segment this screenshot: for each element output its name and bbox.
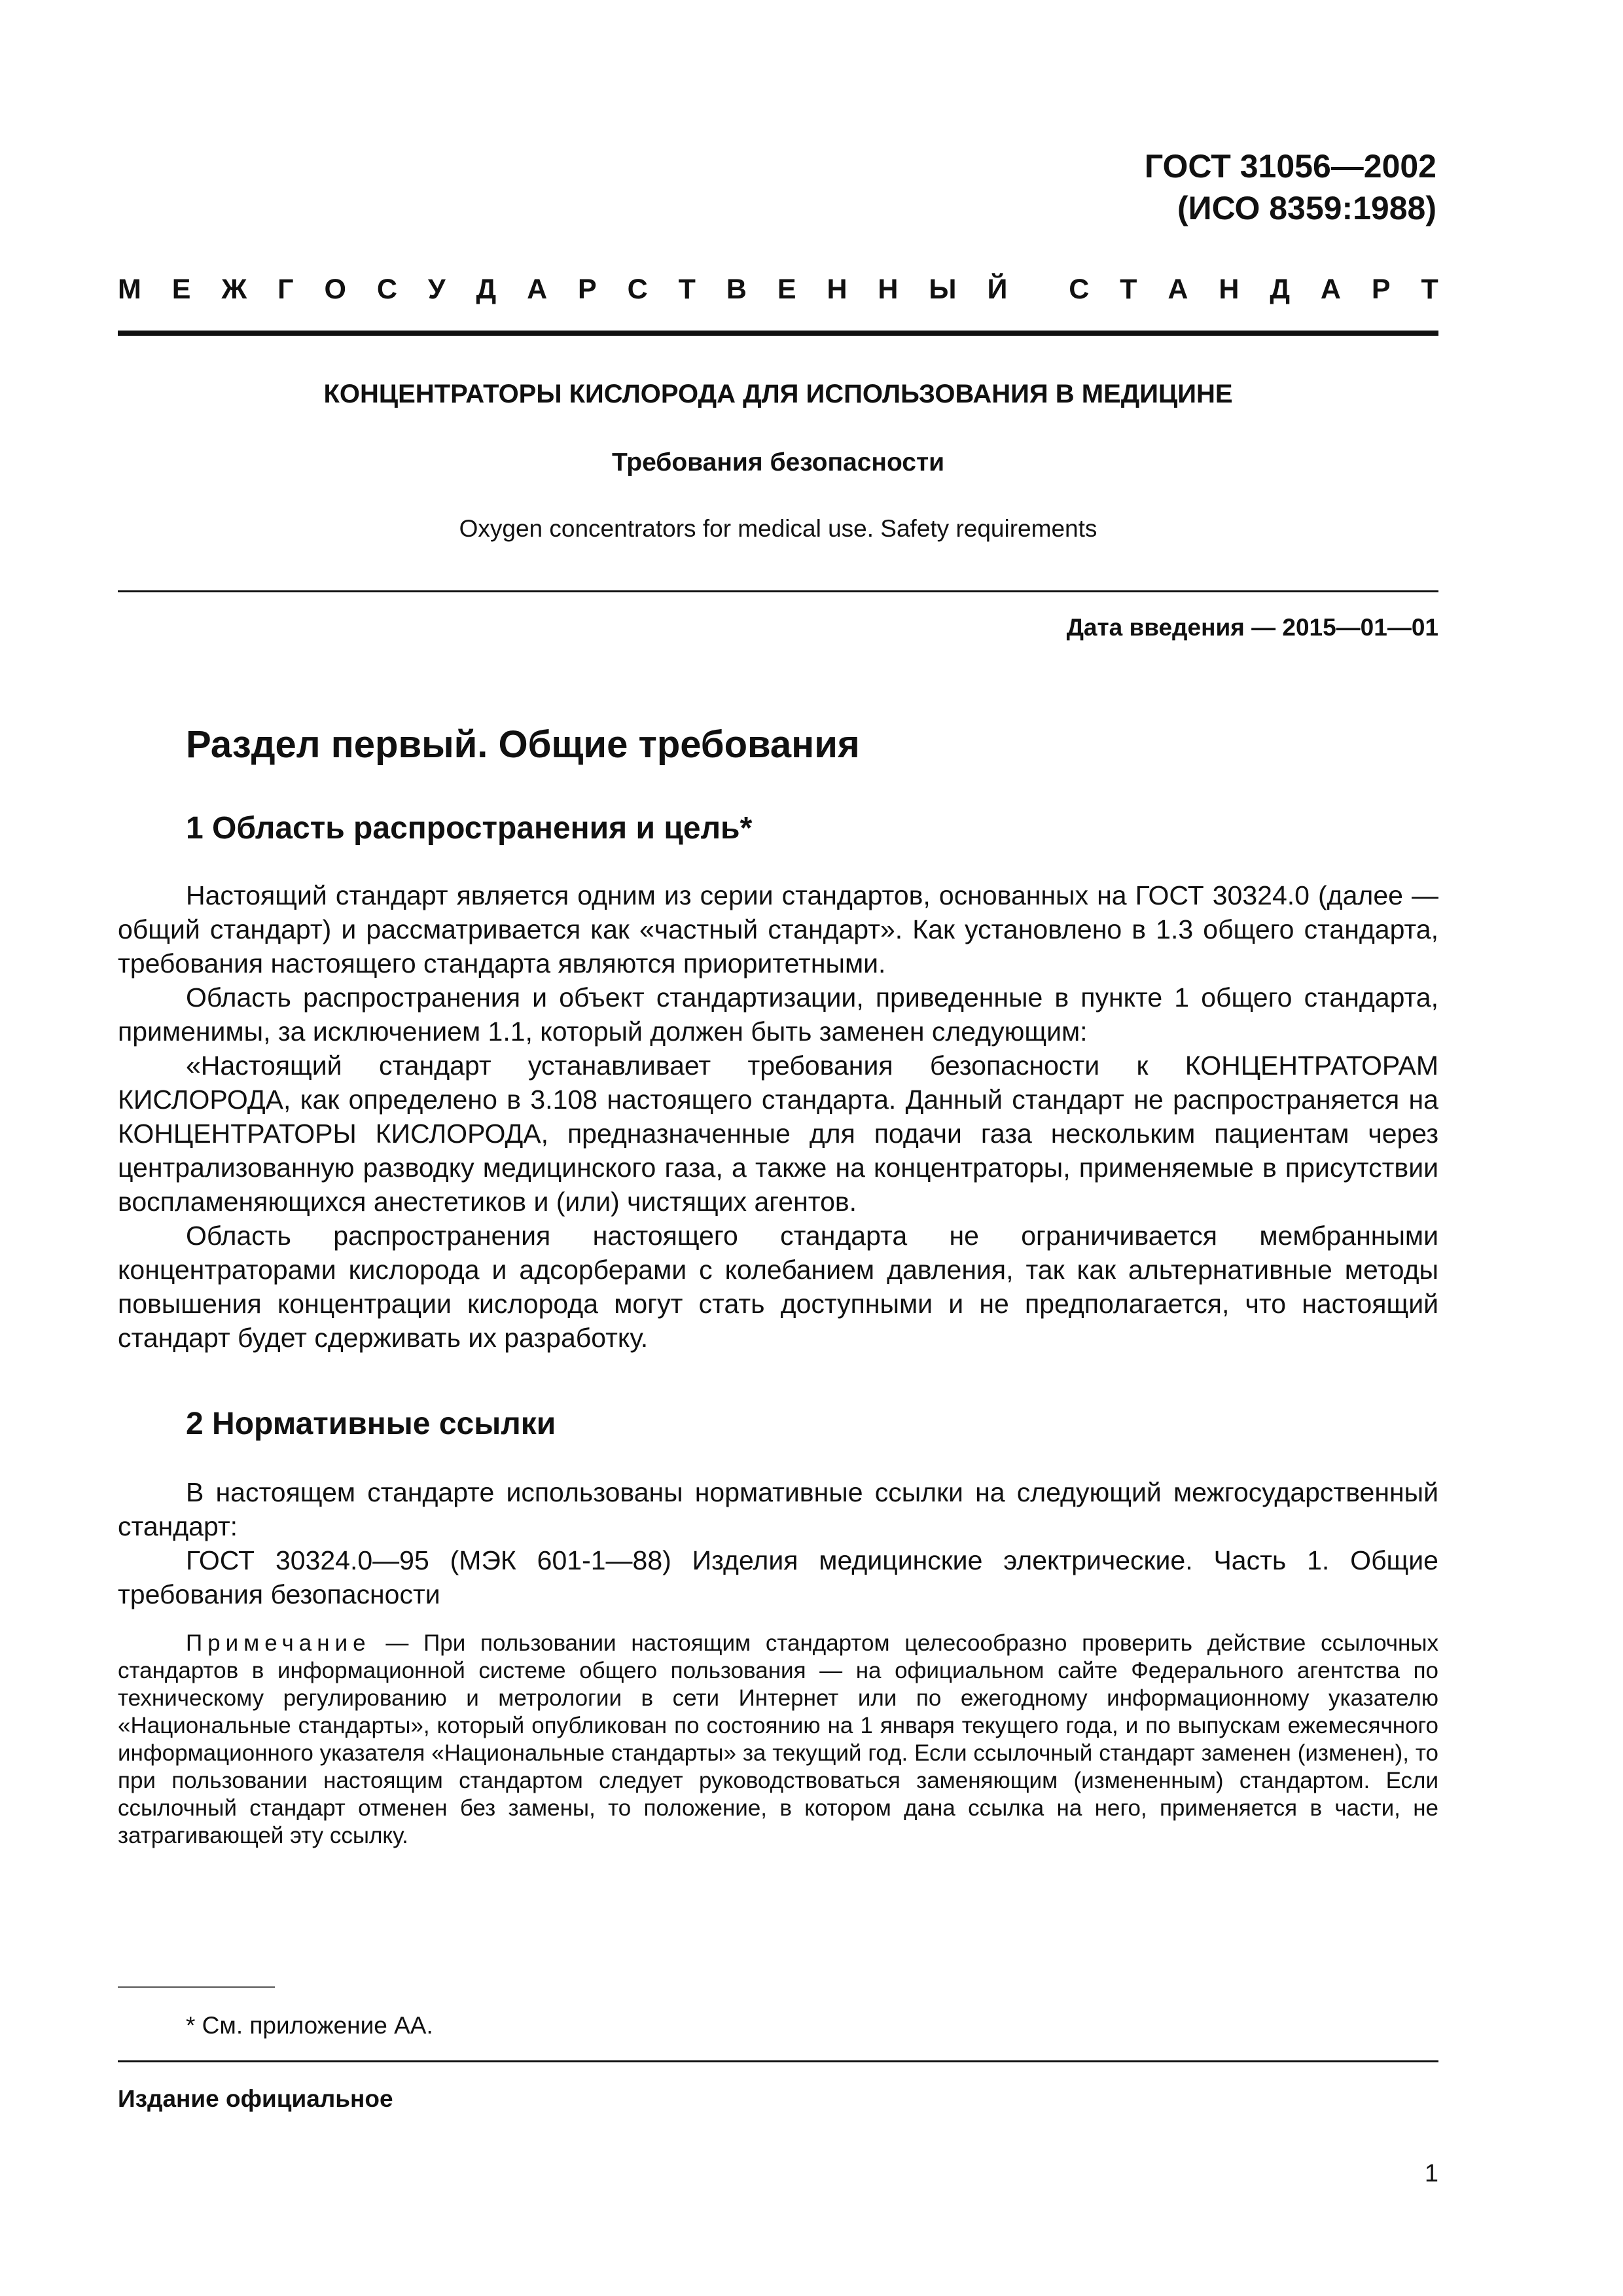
page-number: 1 xyxy=(1424,2160,1438,2187)
banner-letter: А xyxy=(1168,274,1188,305)
header-divider-thick xyxy=(118,331,1438,336)
paragraph: ГОСТ 30324.0—95 (МЭК 601-1—88) Изделия медицинские электрические. Часть 1. Общие требования безопасности xyxy=(118,1545,1438,1609)
banner-letter: Ж xyxy=(221,274,247,305)
document-title-english: Oxygen concentrators for medical use. Safety requirements xyxy=(459,515,1097,542)
clause-1-body xyxy=(118,878,1438,1355)
banner-letter: Ы xyxy=(929,274,957,305)
banner-letter: Н xyxy=(878,274,899,305)
banner-letter: Р xyxy=(578,274,597,305)
banner-letter: Н xyxy=(1219,274,1240,305)
note-paragraph xyxy=(118,1630,1438,1850)
banner-letter: М xyxy=(118,274,141,305)
official-edition-label: Издание официальное xyxy=(118,2085,393,2112)
standard-number-block xyxy=(847,145,1436,229)
banner-letter: Д xyxy=(476,274,497,305)
introduction-date: Дата введения — 2015—01—01 xyxy=(1066,614,1438,641)
paragraph: Область распространения настоящего стандарта не ограничивается мембранными концентраторами кислорода и адсорберами с колебанием давления, так как альтернативные методы повышения концентрации кислорода могут стать доступными и не предполагается, что настоящий стандарт будет сдерживать их разработку. xyxy=(118,1221,1438,1353)
document-subtitle: Требования безопасности xyxy=(611,448,945,476)
banner-letter: Т xyxy=(1120,274,1137,305)
banner-letter: Р xyxy=(1371,274,1391,305)
footnote-divider xyxy=(118,1986,275,1988)
interstate-standard-banner xyxy=(118,274,1438,306)
note-label: Примечание xyxy=(186,1630,371,1656)
footnote: * См. приложение АА. xyxy=(186,2012,433,2039)
banner-letter: Т xyxy=(678,274,696,305)
banner-letter: О xyxy=(324,274,346,305)
paragraph: В настоящем стандарте использованы нормативные ссылки на следующий межгосударственный стандарт: xyxy=(118,1477,1438,1541)
document-title: КОНЦЕНТРАТОРЫ КИСЛОРОДА ДЛЯ ИСПОЛЬЗОВАНИЯ В МЕДИЦИНЕ xyxy=(323,380,1233,408)
banner-letter: Д xyxy=(1270,274,1290,305)
footer-divider xyxy=(118,2060,1438,2062)
banner-letter: Е xyxy=(171,274,191,305)
banner-letter: А xyxy=(527,274,548,305)
banner-letter: С xyxy=(627,274,648,305)
paragraph: Настоящий стандарт является одним из серии стандартов, основанных на ГОСТ 30324.0 (далее — общий стандарт) и рассматривается как «частный стандарт». Как установлено в 1.3 общего стандарта, требования настоящего стандарта являются приоритетными. xyxy=(118,880,1438,978)
paragraph: Область распространения и объект стандартизации, приведенные в пункте 1 общего стандарта, применимы, за исключением 1.1, который должен быть заменен следующим: xyxy=(118,982,1438,1047)
clause-1-heading: 1 Область распространения и цель* xyxy=(186,811,753,846)
banner-letter: С xyxy=(376,274,397,305)
standard-number: ГОСТ 31056—2002 xyxy=(1144,148,1436,185)
banner-letter: Г xyxy=(277,274,294,305)
iso-number: (ИСО 8359:1988) xyxy=(1177,190,1436,226)
banner-letter: Н xyxy=(827,274,847,305)
note-text: — При пользовании настоящим стандартом целесообразно проверить действие ссылочных стандартов в информационной системе общего пользования — на официальном сайте Федерального агентства по техническому регулированию и метрологии в сети Интернет или по ежегодному информационному указателю «Национальные стандарты», который опубликован по состоянию на 1 января текущего года, и по выпускам ежемесячного информационного указателя «Национальные стандарты» за текущий год. Если ссылочный стандарт заменен (изменен), то при пользовании настоящим стандартом следует руководствоваться заменяющим (измененным) стандартом. Если ссылочный стандарт отменен без замены, то положение, в котором дана ссылка на него, применяется в части, не затрагивающей эту ссылку. xyxy=(118,1630,1438,1848)
banner-letter: Е xyxy=(777,274,796,305)
banner-letter: А xyxy=(1320,274,1341,305)
banner-letter: С xyxy=(1069,274,1090,305)
banner-letter: Т xyxy=(1421,274,1438,305)
banner-letter: У xyxy=(427,274,446,305)
banner-letter: Й xyxy=(987,274,1008,305)
clause-2-body xyxy=(118,1475,1438,1611)
clause-2-heading: 2 Нормативные ссылки xyxy=(186,1407,556,1441)
note-block xyxy=(118,1630,1438,1850)
banner-letter: В xyxy=(726,274,747,305)
section-heading: Раздел первый. Общие требования xyxy=(186,723,860,766)
title-divider xyxy=(118,590,1438,592)
paragraph: «Настоящий стандарт устанавливает требования безопасности к КОНЦЕНТРАТОРАМ КИСЛОРОДА, как определено в 3.108 настоящего стандарта. Данный стандарт не распространяется на КОНЦЕНТРАТОРЫ КИСЛОРОДА, предназначенные для подачи газа нескольким пациентам через централизованную разводку медицинского газа, а также на концентраторы, применяемые в присутствии воспламеняющихся анестетиков и (или) чистящих агентов. xyxy=(118,1050,1438,1217)
